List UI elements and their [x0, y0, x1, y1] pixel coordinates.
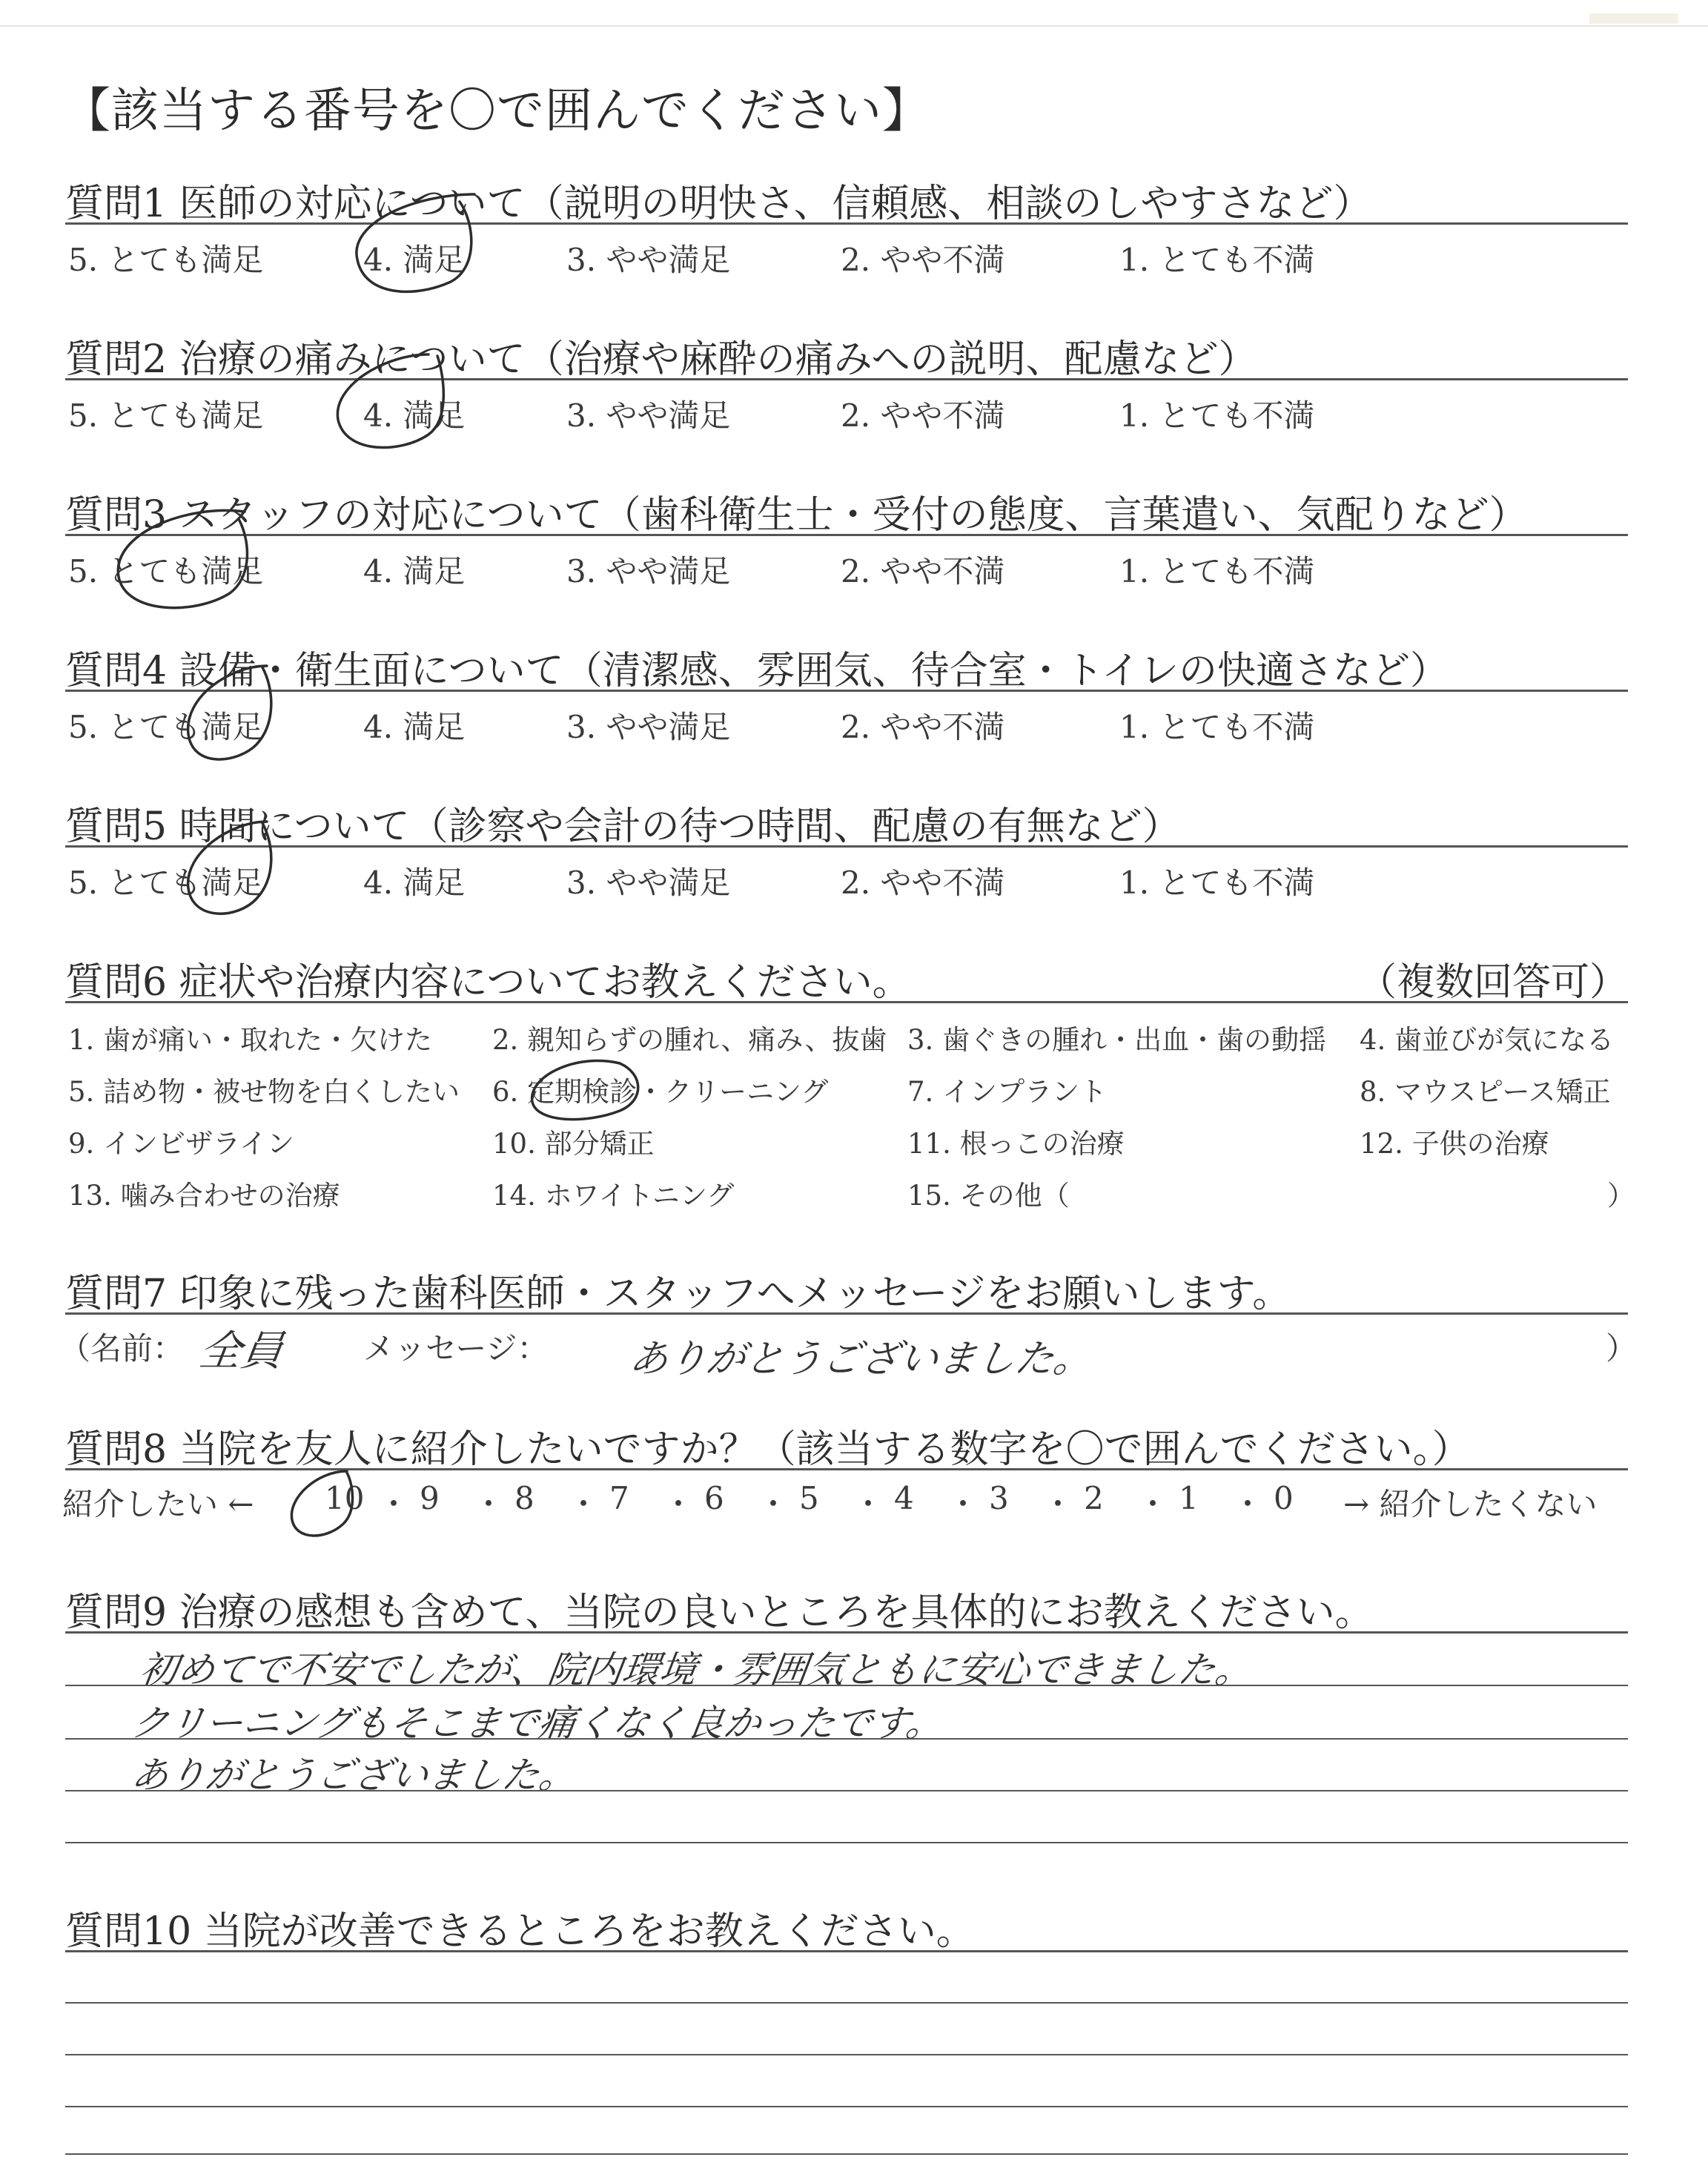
instruction-heading: 【該当する番号を〇で囲んでください】: [63, 84, 930, 139]
q5-option-2[interactable]: 2. やや不満: [841, 865, 1005, 901]
q7-name-label: （名前：: [59, 1330, 185, 1367]
q5-option-3[interactable]: 3. やや満足: [566, 865, 731, 901]
question-1-label: 質問1 医師の対応について（説明の明快さ、信頼感、相談のしやすさなど）: [65, 182, 1372, 226]
q1-option-5[interactable]: 5. とても満足: [68, 242, 264, 278]
q6-option-2[interactable]: 2. 親知らずの腫れ、痛み、抜歯: [492, 1024, 887, 1056]
q9-answer-line-3[interactable]: ありがとうございました。: [128, 1754, 580, 1797]
q8-scale-separator: ・: [1137, 1486, 1169, 1522]
q8-scale-5[interactable]: 5: [799, 1480, 819, 1516]
question-10-label: 質問10 当院が改善できるところをお教えください。: [65, 1909, 975, 1954]
question-3-rule: [65, 534, 1628, 536]
q2-option-2[interactable]: 2. やや不満: [841, 397, 1005, 434]
question-7-label: 質問7 印象に残った歯科医師・スタッフへメッセージをお願いします。: [65, 1272, 1291, 1316]
q3-option-5[interactable]: 5. とても満足: [68, 553, 264, 589]
q8-scale-0[interactable]: 0: [1274, 1480, 1294, 1516]
q8-scale-1[interactable]: 1: [1179, 1480, 1199, 1516]
q8-scale-separator: ・: [947, 1486, 979, 1522]
q4-option-4[interactable]: 4. 満足: [363, 709, 466, 745]
q8-scale-8[interactable]: 8: [514, 1480, 534, 1516]
q3-option-2[interactable]: 2. やや不満: [841, 553, 1005, 589]
question-6-label: 質問6 症状や治療内容についてお教えください。: [65, 960, 911, 1005]
q7-close-paren: ）: [1606, 1330, 1638, 1367]
q7-name-value[interactable]: 全員: [196, 1327, 286, 1375]
scan-corner-mark: [1589, 13, 1678, 24]
q8-scale-9[interactable]: 9: [420, 1480, 440, 1516]
q6-option-14[interactable]: 14. ホワイトニング: [492, 1180, 735, 1212]
q7-message-label: メッセージ：: [363, 1330, 549, 1367]
q9-answer-line-2[interactable]: クリーニングもそこまで痛くなく良かったです。: [128, 1702, 947, 1745]
question-4-rule: [65, 690, 1628, 692]
q5-option-5[interactable]: 5. とても満足: [68, 865, 264, 901]
q8-scale-separator: ・: [663, 1486, 695, 1522]
q8-scale-separator: ・: [473, 1486, 505, 1522]
q6-option-9[interactable]: 9. インビザライン: [68, 1128, 294, 1160]
question-5-label: 質問5 時間について（診察や会計の待つ時間、配慮の有無など）: [65, 805, 1181, 849]
q6-option-5[interactable]: 5. 詰め物・被せ物を白くしたい: [68, 1076, 460, 1108]
q1-option-3[interactable]: 3. やや満足: [566, 242, 731, 278]
q6-option-7[interactable]: 7. インプラント: [907, 1076, 1108, 1108]
q9-answer-rule-2: [65, 1738, 1628, 1740]
q3-option-1[interactable]: 1. とても不満: [1119, 553, 1315, 589]
q4-option-5[interactable]: 5. とても満足: [68, 709, 264, 745]
q4-option-3[interactable]: 3. やや満足: [566, 709, 731, 745]
q6-option-10[interactable]: 10. 部分矯正: [492, 1128, 655, 1160]
q6-option-4[interactable]: 4. 歯並びが気になる: [1360, 1024, 1615, 1056]
q1-option-2[interactable]: 2. やや不満: [841, 242, 1005, 278]
question-7-rule: [65, 1312, 1628, 1315]
q6-option-11[interactable]: 11. 根っこの治療: [907, 1128, 1125, 1160]
question-2-rule: [65, 378, 1628, 380]
question-6-rule: [65, 1001, 1628, 1003]
q8-scale-7[interactable]: 7: [609, 1480, 629, 1516]
question-5-rule: [65, 845, 1628, 848]
q8-right-label: → 紹介したくない: [1343, 1486, 1598, 1522]
question-8-label: 質問8 当院を友人に紹介したいですか？（該当する数字を〇で囲んでください。）: [65, 1427, 1471, 1472]
q8-scale-4[interactable]: 4: [894, 1480, 914, 1516]
q10-answer-rule-1[interactable]: [65, 2002, 1628, 2004]
q10-answer-rule-4[interactable]: [65, 2153, 1628, 2155]
question-8-rule: [65, 1468, 1628, 1470]
q8-scale-separator: ・: [1232, 1486, 1264, 1522]
scan-edge-line: [0, 25, 1708, 27]
q8-scale-separator: ・: [568, 1486, 600, 1522]
question-9-rule: [65, 1631, 1628, 1634]
q4-option-2[interactable]: 2. やや不満: [841, 709, 1005, 745]
q10-answer-rule-3[interactable]: [65, 2106, 1628, 2107]
q2-option-3[interactable]: 3. やや満足: [566, 397, 731, 434]
q8-scale-separator: ・: [378, 1486, 410, 1522]
q8-left-label: 紹介したい ←: [62, 1486, 254, 1522]
q5-option-1[interactable]: 1. とても不満: [1119, 865, 1315, 901]
q6-option-6[interactable]: 6. 定期検診・クリーニング: [492, 1076, 829, 1108]
question-10-rule: [65, 1950, 1628, 1952]
q8-scale-2[interactable]: 2: [1084, 1480, 1104, 1516]
question-1-rule: [65, 222, 1628, 225]
q2-option-1[interactable]: 1. とても不満: [1119, 397, 1315, 434]
q9-answer-line-1[interactable]: 初めてで不安でしたが、院内環境・雰囲気ともに安心できました。: [137, 1648, 1256, 1691]
q6-option-12[interactable]: 12. 子供の治療: [1360, 1128, 1549, 1160]
q3-option-3[interactable]: 3. やや満足: [566, 553, 731, 589]
q8-scale-6[interactable]: 6: [704, 1480, 724, 1516]
question-9-label: 質問9 治療の感想も含めて、当院の良いところを具体的にお教えください。: [65, 1591, 1374, 1635]
q8-scale-separator: ・: [758, 1486, 790, 1522]
q1-option-1[interactable]: 1. とても不満: [1119, 242, 1315, 278]
q4-option-1[interactable]: 1. とても不満: [1119, 709, 1315, 745]
q3-option-4[interactable]: 4. 満足: [363, 553, 466, 589]
q6-option-15[interactable]: 15. その他（: [907, 1180, 1070, 1212]
q8-scale-10[interactable]: 10: [325, 1480, 365, 1516]
q7-message-value[interactable]: ありがとうございました。: [626, 1337, 1096, 1381]
q5-option-4[interactable]: 4. 満足: [363, 865, 466, 901]
q9-answer-rule-1: [65, 1685, 1628, 1686]
q6-option-3[interactable]: 3. 歯ぐきの腫れ・出血・歯の動揺: [907, 1024, 1327, 1056]
q8-scale-separator: ・: [853, 1486, 884, 1522]
q1-option-4[interactable]: 4. 満足: [363, 242, 466, 278]
q8-scale-3[interactable]: 3: [989, 1480, 1009, 1516]
q8-scale-separator: ・: [1042, 1486, 1074, 1522]
q10-answer-rule-2[interactable]: [65, 2054, 1628, 2055]
q6-option-15-close: ）: [1607, 1180, 1635, 1212]
question-4-label: 質問4 設備・衛生面について（清潔感、雰囲気、待合室・トイレの快適さなど）: [65, 649, 1449, 693]
q6-option-1[interactable]: 1. 歯が痛い・取れた・欠けた: [68, 1024, 433, 1056]
q6-option-13[interactable]: 13. 噛み合わせの治療: [68, 1180, 340, 1212]
question-2-label: 質問2 治療の痛みについて（治療や麻酔の痛みへの説明、配慮など）: [65, 337, 1257, 382]
q9-answer-rule-3: [65, 1790, 1628, 1791]
q2-option-5[interactable]: 5. とても満足: [68, 397, 264, 434]
q2-option-4[interactable]: 4. 満足: [363, 397, 466, 434]
q6-option-8[interactable]: 8. マウスピース矯正: [1360, 1076, 1611, 1108]
question-3-label: 質問3 スタッフの対応について（歯科衛生士・受付の態度、言葉遣い、気配りなど）: [65, 493, 1528, 538]
q9-answer-rule-4: [65, 1842, 1628, 1843]
question-6-note: （複数回答可）: [1358, 960, 1629, 1005]
